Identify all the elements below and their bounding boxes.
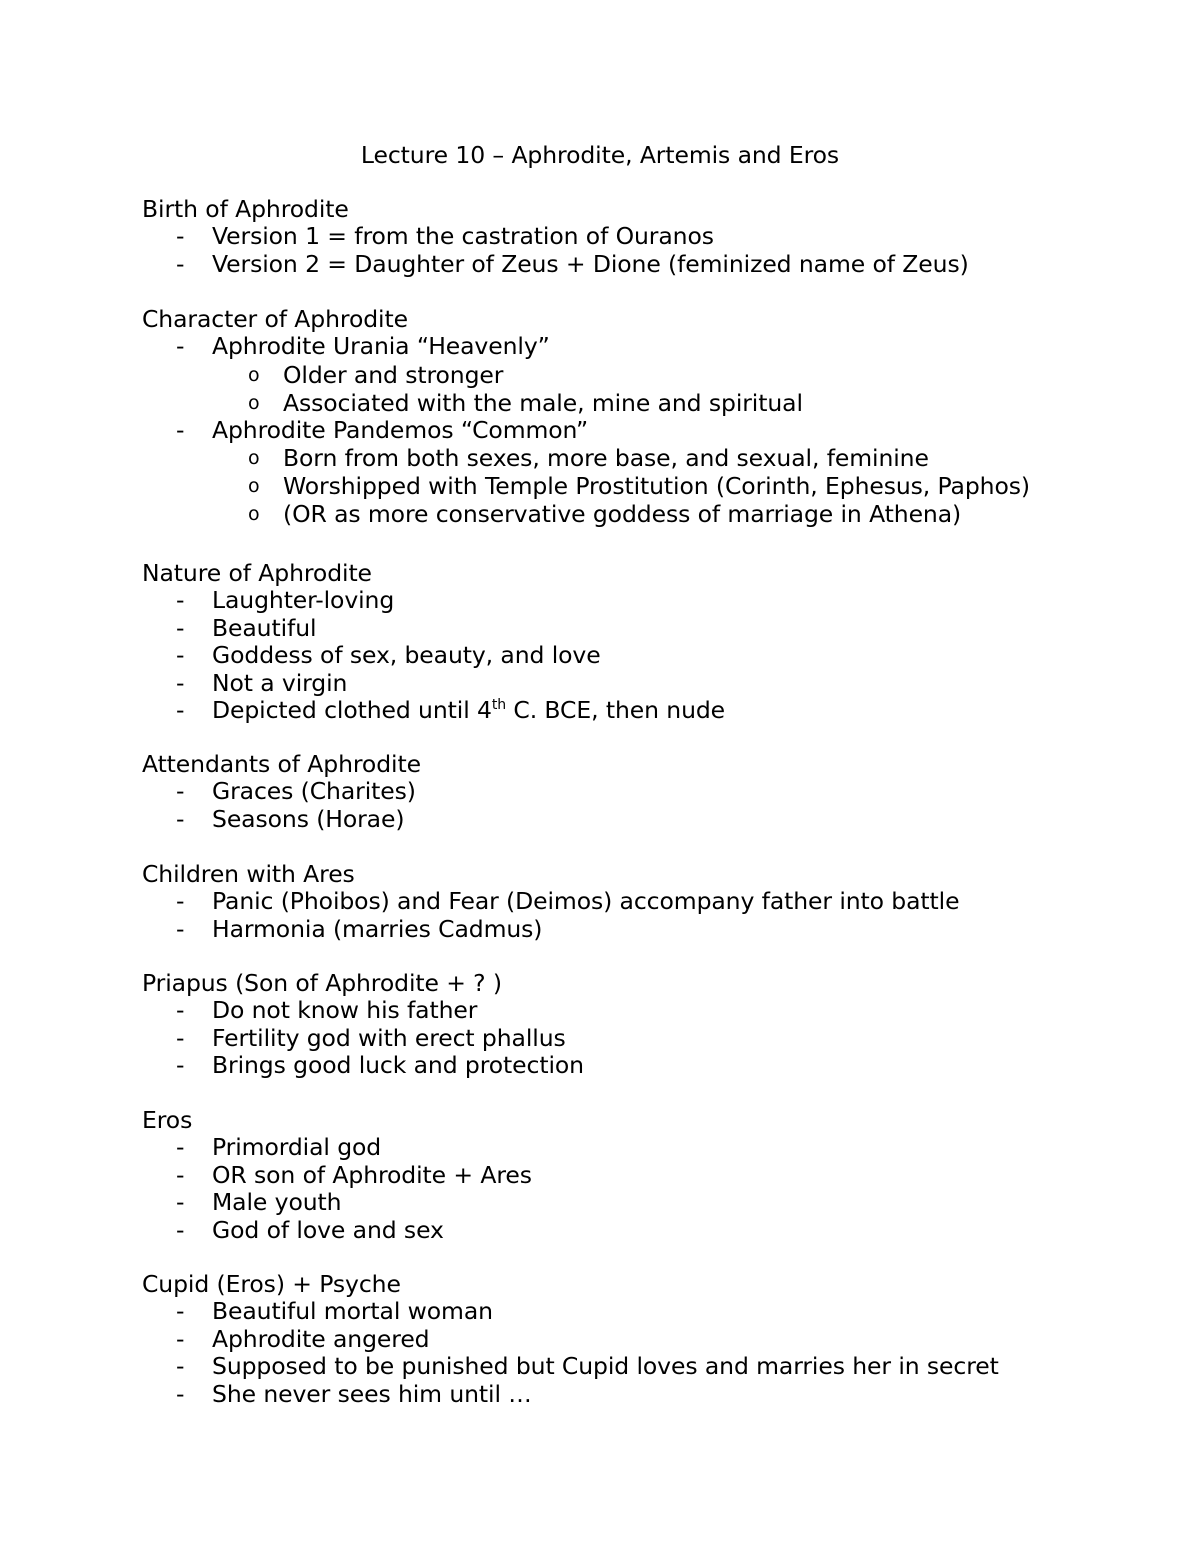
ordinal-superscript: th xyxy=(491,697,507,713)
list-item xyxy=(142,696,726,725)
list-item xyxy=(142,887,960,916)
section-cupid-and-psyche xyxy=(142,1270,999,1408)
list-item-text: Version 1 = from the castration of Ouranos xyxy=(212,222,714,250)
section-heading: Attendants of Aphrodite xyxy=(142,750,421,778)
dash-bullet: - xyxy=(176,1379,185,1408)
list-item-text: Harmonia (marries Cadmus) xyxy=(212,914,543,943)
list-item-text: Version 2 = Daughter of Zeus + Dione (feminized name of Zeus) xyxy=(212,249,969,278)
list-item xyxy=(142,1133,382,1162)
dash-bullet: - xyxy=(176,1133,185,1161)
circle-bullet: o xyxy=(248,363,260,386)
list-item xyxy=(142,1023,566,1053)
text-after-superscript: C. BCE, then nude xyxy=(506,696,726,724)
list-item-text: Not a virgin xyxy=(212,668,348,697)
sub-list-item-text: Born from both sexes, more base, and sexual, feminine xyxy=(283,444,929,472)
list-item-text: Panic (Phoibos) and Fear (Deimos) accompany father into battle xyxy=(212,887,960,915)
list-item xyxy=(142,997,502,1025)
list-item-text: Do not know his father xyxy=(212,996,478,1024)
section-heading: Priapus (Son of Aphrodite + ? ) xyxy=(142,969,502,997)
list-item-text: Goddess of sex, beauty, and love xyxy=(212,641,601,669)
dash-bullet: - xyxy=(176,613,185,642)
dash-bullet: - xyxy=(176,1023,185,1052)
sub-list-item xyxy=(142,388,803,417)
dash-bullet: - xyxy=(176,586,185,614)
list-item xyxy=(142,1160,532,1190)
sub-list-item xyxy=(142,360,504,389)
section-birth-of-aphrodite xyxy=(142,195,969,278)
dash-bullet: - xyxy=(176,222,185,250)
section-heading: Character of Aphrodite xyxy=(142,305,408,333)
sub-list-item-text: (OR as more conservative goddess of marriage in Athena) xyxy=(283,500,962,528)
list-item-text: Aphrodite angered xyxy=(212,1324,430,1353)
section-heading: Birth of Aphrodite xyxy=(142,195,349,223)
section-heading: Eros xyxy=(142,1106,193,1134)
list-item xyxy=(142,641,601,670)
section-priapus xyxy=(142,969,584,1080)
section-attendants-of-aphrodite xyxy=(142,751,421,833)
dash-bullet: - xyxy=(176,332,185,360)
list-item-text: Beautiful xyxy=(212,613,317,642)
circle-bullet: o xyxy=(248,503,260,525)
circle-bullet: o xyxy=(248,391,260,414)
list-item-text: Fertility god with erect phallus xyxy=(212,1023,566,1052)
list-item xyxy=(142,1379,532,1409)
dash-bullet: - xyxy=(176,914,185,943)
sub-list-item-text: Worshipped with Temple Prostitution (Corinth, Ephesus, Paphos) xyxy=(283,472,1030,500)
list-item xyxy=(142,586,395,615)
list-item xyxy=(142,222,714,251)
list-item-text xyxy=(212,697,725,725)
list-item xyxy=(142,1324,430,1354)
section-children-with-ares xyxy=(142,860,960,943)
list-item-text: OR son of Aphrodite + Ares xyxy=(212,1160,532,1189)
dash-bullet: - xyxy=(176,996,185,1024)
list-item-text: Primordial god xyxy=(212,1133,382,1161)
dash-bullet: - xyxy=(176,1051,185,1079)
circle-bullet: o xyxy=(248,447,260,469)
list-item-text: Seasons (Horae) xyxy=(212,804,405,833)
list-item xyxy=(142,415,589,445)
list-item-text: Laughter-loving xyxy=(212,586,395,614)
list-item xyxy=(142,1297,493,1326)
list-item xyxy=(142,806,421,834)
list-item xyxy=(142,1051,584,1080)
list-item-text: Graces (Charites) xyxy=(212,777,416,805)
list-item-text: She never sees him until … xyxy=(212,1379,532,1408)
section-heading: Cupid (Eros) + Psyche xyxy=(142,1270,401,1298)
list-item xyxy=(142,615,372,643)
section-character-of-aphrodite xyxy=(142,305,1030,528)
list-item-text: Aphrodite Pandemos “Common” xyxy=(212,415,589,444)
list-item-text: Aphrodite Urania “Heavenly” xyxy=(212,332,550,360)
dash-bullet: - xyxy=(176,668,185,697)
dash-bullet: - xyxy=(176,1352,185,1380)
list-item xyxy=(142,670,372,698)
dash-bullet: - xyxy=(176,696,185,724)
list-item xyxy=(142,778,421,806)
list-item-text: Supposed to be punished but Cupid loves and marries her in secret xyxy=(212,1352,999,1380)
list-item xyxy=(142,332,550,361)
list-item xyxy=(142,914,543,944)
list-item xyxy=(142,1352,999,1381)
dash-bullet: - xyxy=(176,1188,185,1216)
dash-bullet: - xyxy=(176,641,185,669)
list-item-text: Brings good luck and protection xyxy=(212,1051,584,1079)
dash-bullet: - xyxy=(176,887,185,915)
sub-list-item xyxy=(142,500,962,528)
dash-bullet: - xyxy=(176,804,185,833)
dash-bullet: - xyxy=(176,1324,185,1353)
dash-bullet: - xyxy=(176,1297,185,1325)
section-heading: Children with Ares xyxy=(142,860,355,888)
list-item xyxy=(142,1215,444,1245)
list-item xyxy=(142,249,969,279)
list-item-text: Male youth xyxy=(212,1188,342,1216)
section-heading: Nature of Aphrodite xyxy=(142,559,372,587)
sub-list-item-text: Associated with the male, mine and spiritual xyxy=(283,388,803,417)
sub-list-item-text: Older and stronger xyxy=(283,360,504,389)
sub-list-item xyxy=(142,444,929,472)
dash-bullet: - xyxy=(176,777,185,805)
dash-bullet: - xyxy=(176,1160,185,1189)
dash-bullet: - xyxy=(176,249,185,278)
dash-bullet: - xyxy=(176,415,185,444)
text-before-superscript: Depicted clothed until 4 xyxy=(212,696,492,724)
list-item-text: God of love and sex xyxy=(212,1215,444,1244)
page-title: Lecture 10 – Aphrodite, Artemis and Eros xyxy=(360,141,840,169)
circle-bullet: o xyxy=(248,475,260,497)
section-eros xyxy=(142,1106,532,1244)
dash-bullet: - xyxy=(176,1215,185,1244)
section-nature-of-aphrodite xyxy=(142,559,726,725)
list-item-text: Beautiful mortal woman xyxy=(212,1297,493,1325)
list-item xyxy=(142,1188,342,1217)
sub-list-item xyxy=(142,472,1030,500)
